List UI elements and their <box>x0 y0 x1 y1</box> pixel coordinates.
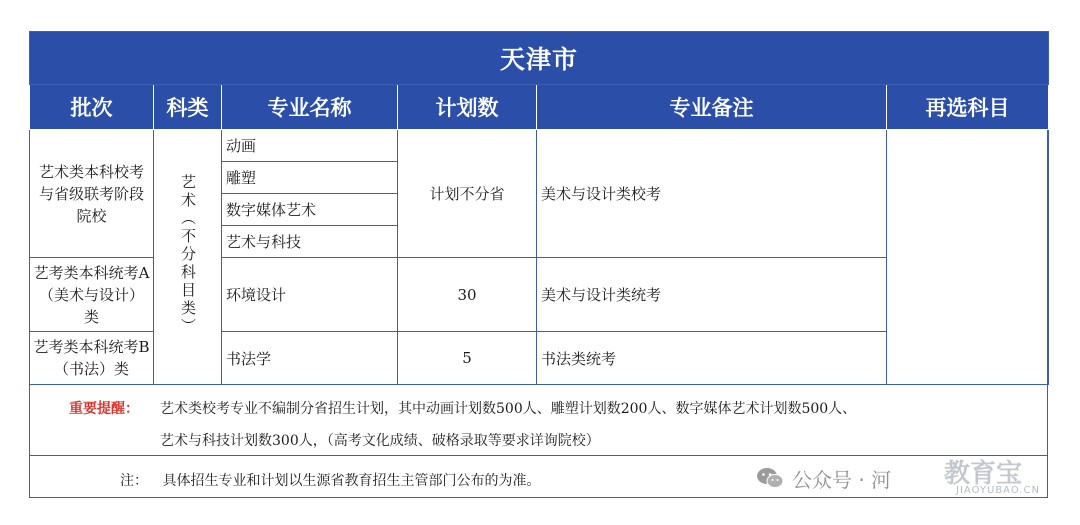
header-reselect: 再选科目 <box>887 85 1049 130</box>
admission-plan-table <box>29 31 1049 385</box>
major-cell: 书法学 <box>222 332 398 385</box>
header-batch: 批次 <box>30 85 154 130</box>
header-category: 科类 <box>154 85 222 130</box>
footnote-text: 具体招生专业和计划以生源省教育招生主管部门公布的为准。 <box>162 473 541 489</box>
table-title: 天津市 <box>30 32 1049 85</box>
major-cell: 数字媒体艺术 <box>222 194 398 226</box>
header-plan: 计划数 <box>398 85 537 130</box>
reminder-text-line1: 艺术类校考专业不编制分省招生计划，其中动画计划数500人、雕塑计划数200人、数字媒体艺术计划数500人、 <box>160 401 857 417</box>
reminder-text-line2: 艺术与科技计划数300人，（高考文化成绩、破格录取等要求详询院校） <box>160 433 600 449</box>
footnote-label: 注： <box>120 473 148 489</box>
major-cell: 雕塑 <box>222 162 398 194</box>
wechat-icon <box>756 466 784 490</box>
plan-cell: 5 <box>398 332 537 385</box>
major-cell: 动画 <box>222 130 398 162</box>
remark-cell: 书法类统考 <box>537 332 887 385</box>
watermark-brand: 教育宝 <box>944 459 1023 489</box>
title-row <box>30 32 1049 85</box>
watermark <box>756 455 1040 501</box>
reminder-box <box>30 390 1047 456</box>
category-text: 艺术（不分科目类） <box>179 174 197 336</box>
header-remark: 专业备注 <box>537 85 887 130</box>
remark-cell: 美术与设计类统考 <box>537 258 887 332</box>
footnote <box>120 470 540 490</box>
watermark-site: JIAOYUBAO.CN <box>956 485 1040 496</box>
major-cell: 艺术与科技 <box>222 226 398 258</box>
remark-cell: 美术与设计类校考 <box>537 130 887 258</box>
header-major: 专业名称 <box>222 85 398 130</box>
plan-cell: 30 <box>398 258 537 332</box>
reselect-cell <box>887 130 1049 385</box>
reminder-label: 重要提醒： <box>69 401 139 417</box>
batch-cell: 艺术类本科校考与省级联考阶段院校 <box>30 130 154 258</box>
table-row <box>30 130 1049 162</box>
major-cell: 环境设计 <box>222 258 398 332</box>
plan-cell: 计划不分省 <box>398 130 537 258</box>
batch-cell: 艺考类本科统考B（书法）类 <box>30 332 154 385</box>
watermark-text: 公众号 · 河 <box>792 467 892 492</box>
category-cell <box>154 130 222 385</box>
header-row <box>30 85 1049 130</box>
batch-cell: 艺考类本科统考A（美术与设计）类 <box>30 258 154 332</box>
